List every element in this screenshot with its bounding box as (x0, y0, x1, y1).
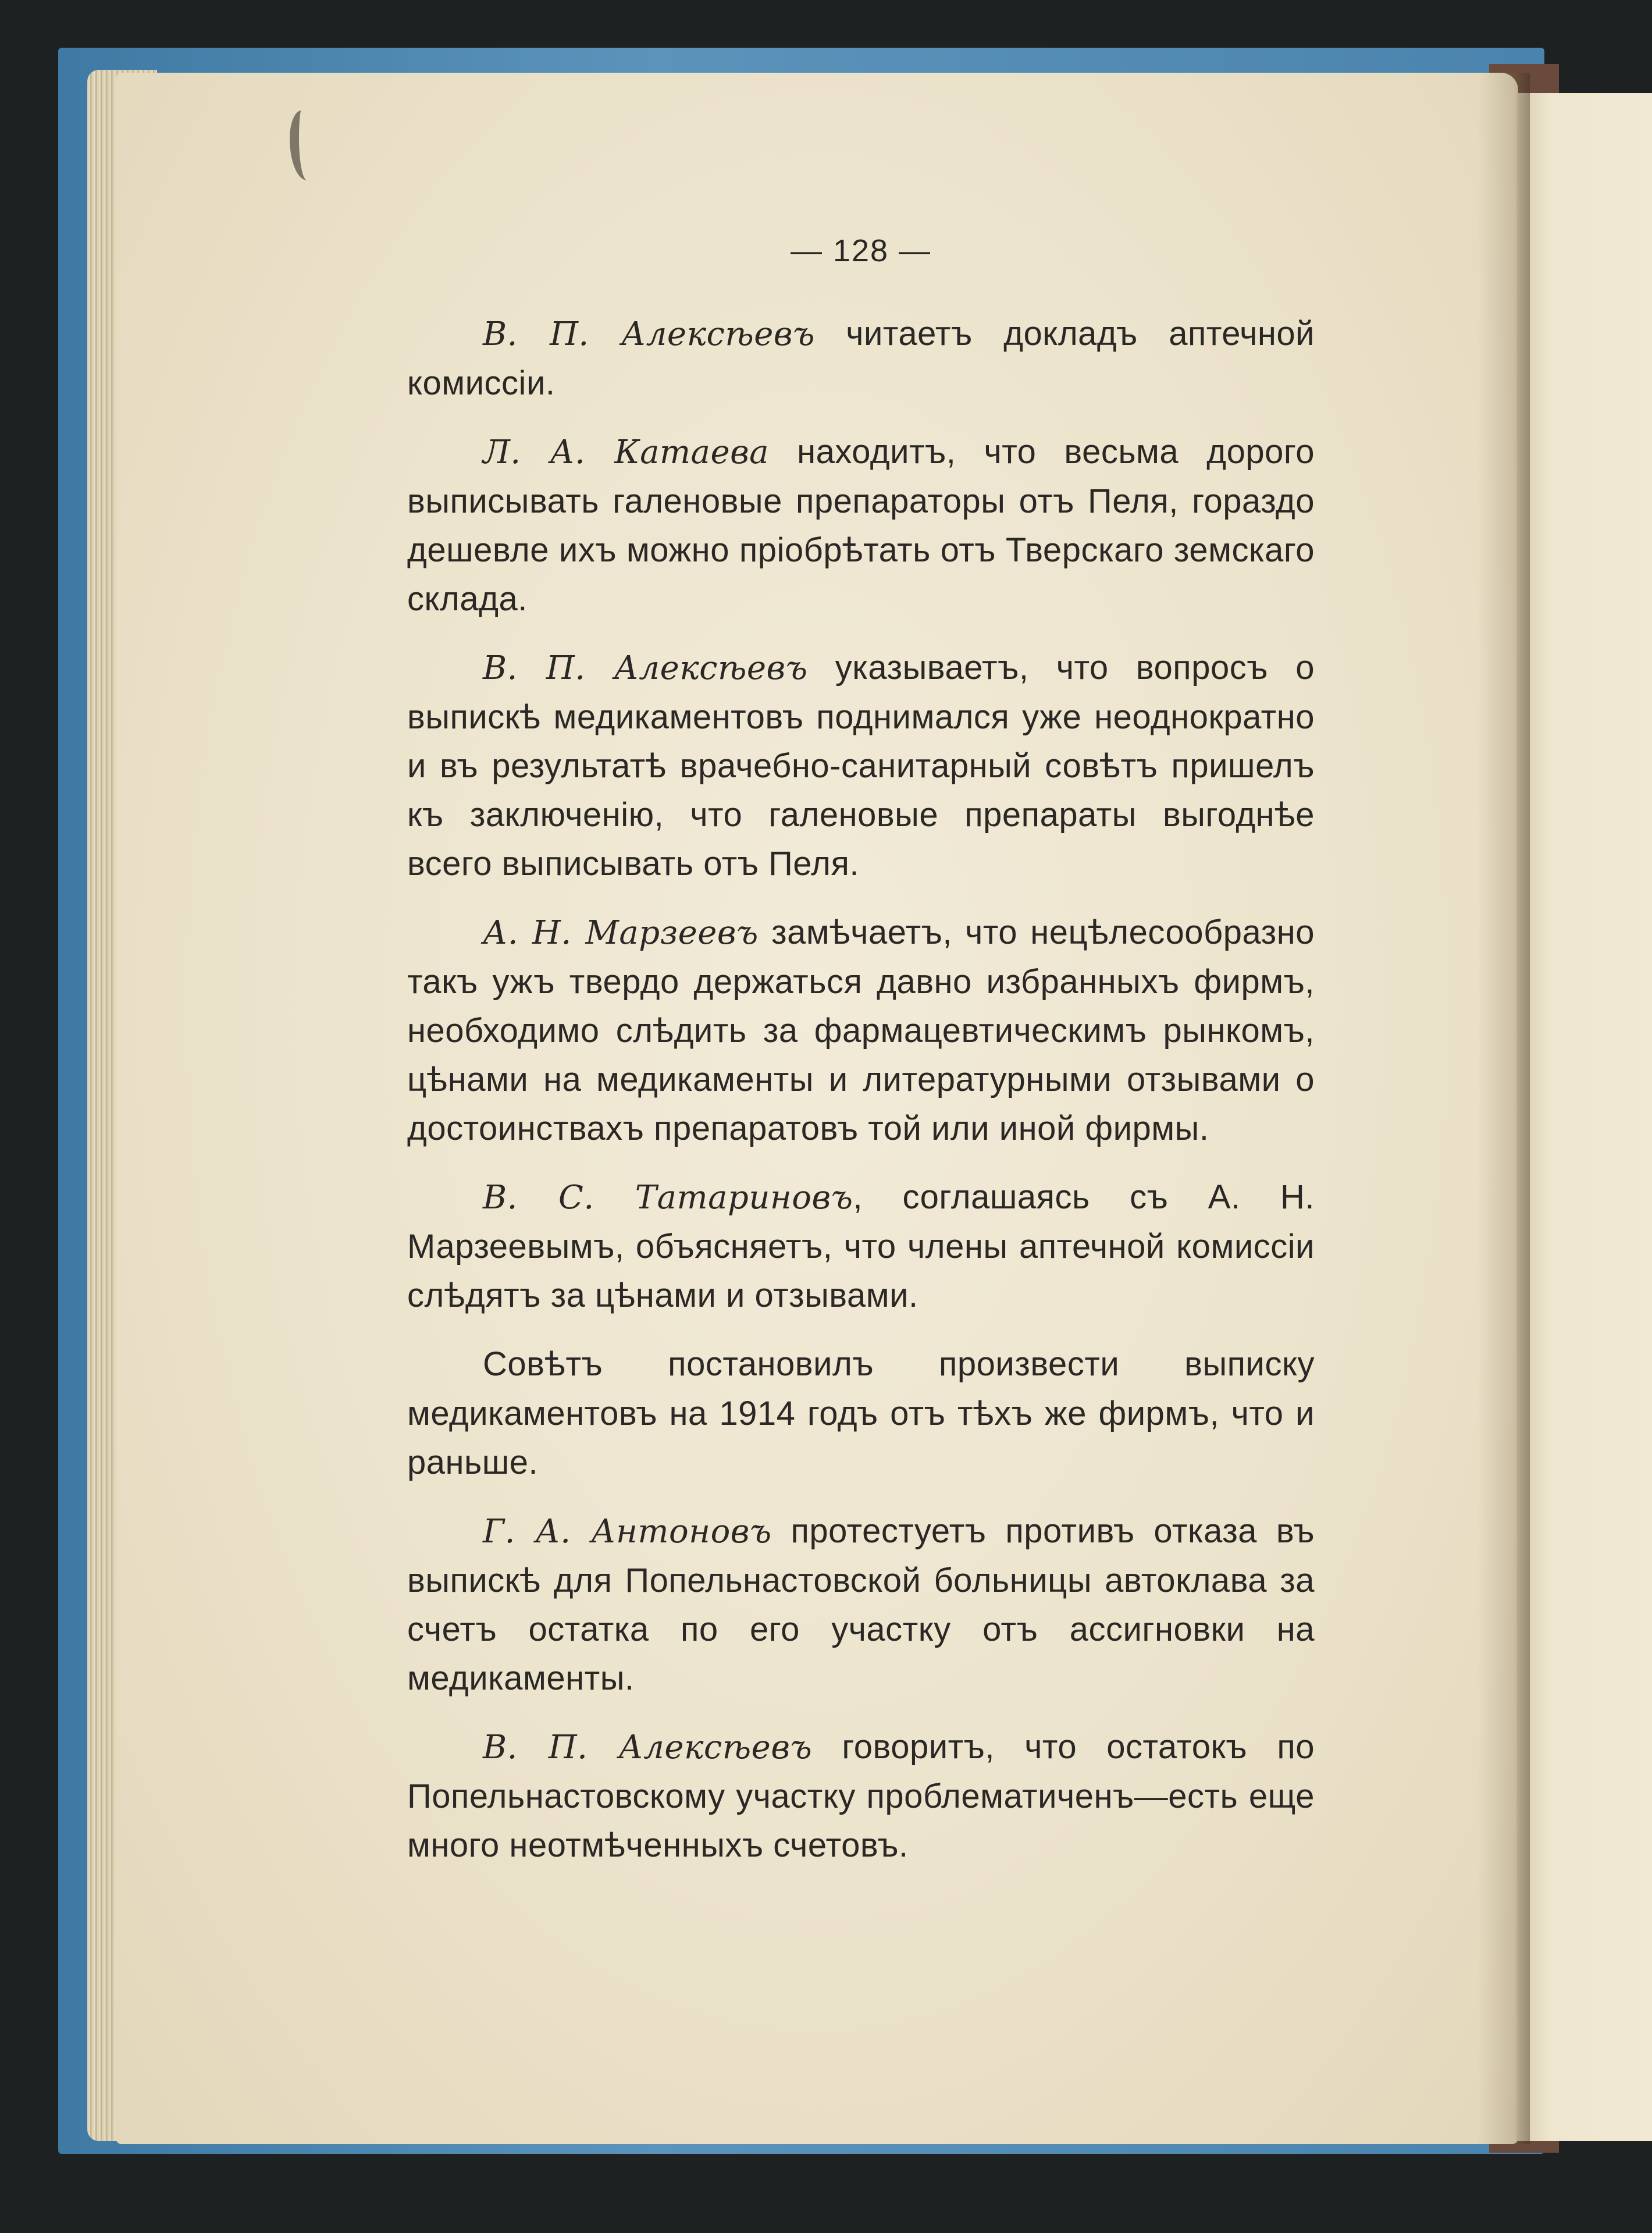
paragraph-text: находитъ, что весьма дорого выписывать галеновые препараторы отъ Пеля, гораздо дешевле ихъ можно пріобрѣтать отъ Тверскаго земскаго склада. (407, 433, 1315, 618)
gutter-shadow (1477, 73, 1530, 2144)
facing-page (1517, 93, 1652, 2141)
page-text (407, 233, 1315, 1890)
paragraph-text: читаетъ докладъ аптечной комиссіи. (407, 315, 1315, 402)
paragraph-text: протестуетъ противъ отказа въ выпискѣ для Попельнастовской больницы автоклава за счетъ остатка по его участку отъ ассигновки на медикаменты. (407, 1512, 1315, 1697)
paragraph (407, 1173, 1315, 1320)
paragraph (407, 310, 1315, 408)
speaker-name: Г. А. Антоновъ (483, 1513, 772, 1551)
speaker-name: В. С. Татариновъ (483, 1179, 853, 1217)
speaker-name: А. Н. Марзеевъ (483, 914, 759, 952)
speaker-name: В. П. Алексѣевъ (483, 1729, 813, 1766)
paragraph-text: замѣчаетъ, что нецѣлесообразно такъ ужъ твердо держаться давно избранныхъ фирмъ, необходимо слѣдить за фармацевтическимъ рынкомъ, цѣнами на медикаменты и литературными отзывами о достоинствахъ препаратовъ той или иной фирмы. (407, 913, 1315, 1147)
page-number: — 128 — (790, 233, 932, 268)
paragraph (407, 1507, 1315, 1703)
paragraph (407, 428, 1315, 624)
paragraph (407, 1723, 1315, 1870)
paragraph (407, 643, 1315, 888)
paragraph (407, 1340, 1315, 1487)
speaker-name: В. П. Алексѣевъ (483, 315, 815, 353)
paragraph (407, 908, 1315, 1153)
paragraph-text: указываетъ, что вопросъ о выпискѣ медикаментовъ поднимался уже неоднократно и въ результатѣ врачебно-санитарный совѣтъ пришелъ къ заключенію, что галеновые препараты выгоднѣе всего выписывать отъ Пеля. (407, 649, 1315, 883)
speaker-name: В. П. Алексѣевъ (483, 649, 808, 687)
paragraph-text: , соглашаясь съ А. Н. Марзеевымъ, объясняетъ, что члены аптечной комиссіи слѣдятъ за цѣнами и отзывами. (407, 1178, 1315, 1314)
paragraph-text: говоритъ, что остатокъ по Попельнастовскому участку проблематиченъ—есть еще много неотмѣченныхъ счетовъ. (407, 1728, 1315, 1864)
paragraph-text: Совѣтъ постановилъ произвести выписку медикаментовъ на 1914 годъ отъ тѣхъ же фирмъ, что и раньше. (407, 1345, 1315, 1481)
speaker-name: Л. А. Катаева (483, 433, 770, 471)
